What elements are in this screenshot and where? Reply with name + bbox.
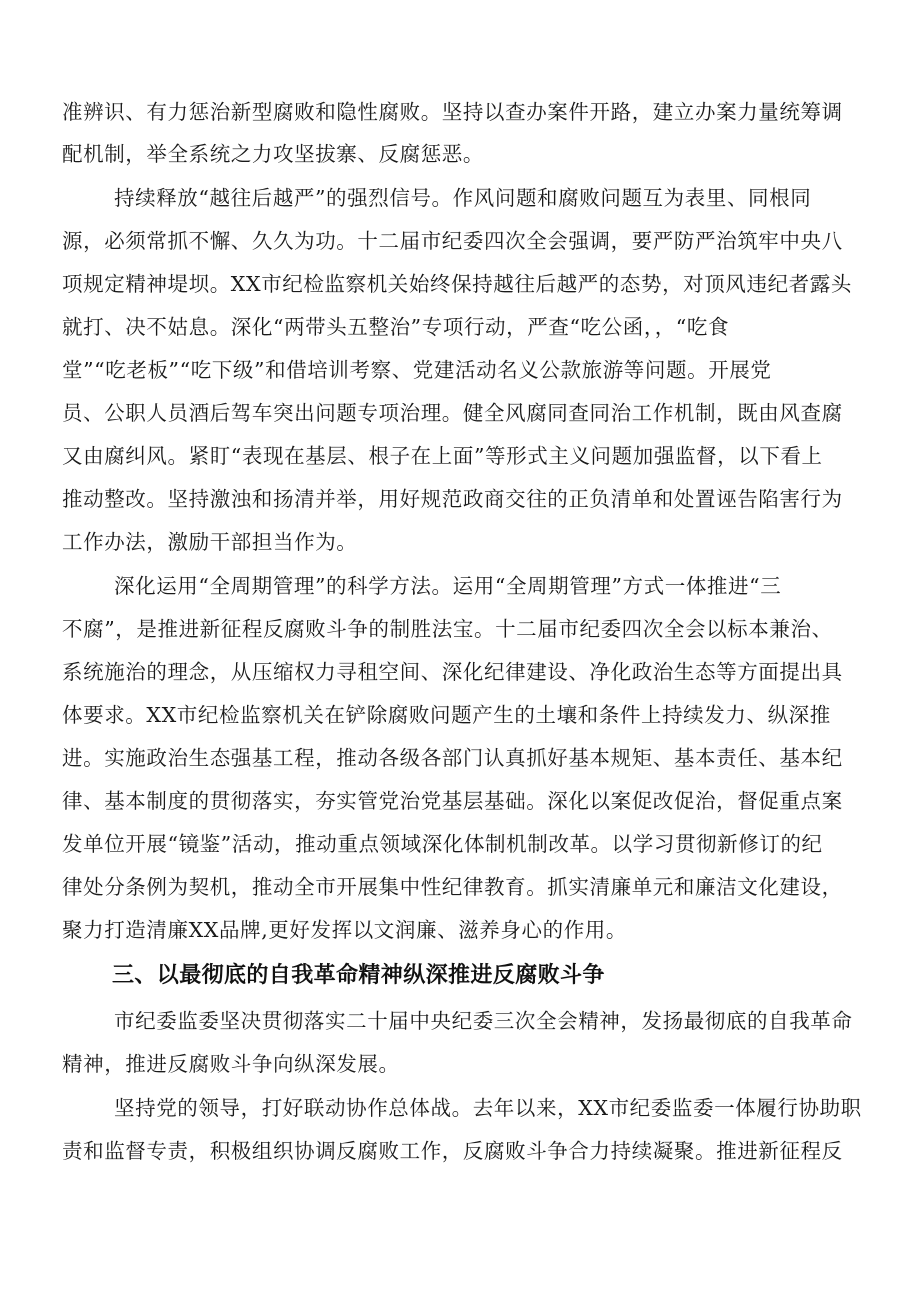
text-line: 系统施治的理念，从压缩权力寻租空间、深化纪律建设、净化政治生态等方面提出具 (62, 660, 843, 684)
text-line: 发单位开展“镜鉴”活动，推动重点领域深化体制机制改革。以学习贯彻新修订的纪 (62, 832, 823, 856)
text-line: 进。实施政治生态强基工程，推动各级各部门认真抓好基本规矩、基本责任、基本纪 (62, 746, 843, 770)
text-line: 又由腐纠风。紧盯“表现在基层、根子在上面”等形式主义问题加强监督，以下看上 (62, 444, 823, 468)
text-line: 准辨识、有力惩治新型腐败和隐性腐败。坚持以查办案件开路，建立办案力量统筹调 (62, 100, 843, 124)
text-line: 市纪委监委坚决贯彻落实二十届中央纪委三次全会精神，发扬最彻底的自我革命 (114, 1009, 853, 1033)
text-line: 体要求。XX市纪检监察机关在铲除腐败问题产生的土壤和条件上持续发力、纵深推 (62, 703, 831, 727)
text-line: 员、公职人员酒后驾车突出问题专项治理。健全风腐同查同治工作机制，既由风查腐 (62, 401, 843, 425)
section-heading: 三、以最彻底的自我革命精神纵深推进反腐败斗争 (112, 963, 605, 988)
text-line: 不腐”，是推进新征程反腐败斗争的制胜法宝。十二届市纪委四次全会以标本兼治、 (62, 617, 833, 641)
text-line: 持续释放“越往后越严”的强烈信号。作风问题和腐败问题互为表里、同根同 (114, 186, 812, 210)
text-line: 精神，推进反腐败斗争向纵深发展。 (62, 1052, 400, 1076)
text-line: 源，必须常抓不懈、久久为功。十二届市纪委四次全会强调，要严防严治筑牢中央八 (62, 229, 843, 253)
text-line: 责和监督专责，积极组织协调反腐败工作，反腐败斗争合力持续凝聚。推进新征程反 (62, 1139, 843, 1163)
text-line: 项规定精神堤坝。XX市纪检监察机关始终保持越往后越严的态势，对顶风违纪者露头 (62, 272, 852, 296)
text-line: 工作办法，激励干部担当作为。 (62, 530, 358, 554)
text-line: 聚力打造清廉XX品牌,更好发挥以文润廉、滋养身心的作用。 (62, 918, 628, 942)
text-line: 推动整改。坚持激浊和扬清并举，用好规范政商交往的正负清单和处置诬告陷害行为 (62, 487, 843, 511)
text-line: 律、基本制度的贯彻落实，夯实管党治党基层基础。深化以案促改促治，督促重点案 (62, 789, 843, 813)
text-line: 配机制，举全系统之力攻坚拔寨、反腐惩恶。 (62, 142, 484, 166)
text-line: 就打、决不姑息。深化“两带头五整治”专项行动，严查“吃公函，，“吃食 (62, 315, 730, 339)
text-line: 坚持党的领导，打好联动协作总体战。去年以来，XX市纪委监委一体履行协助职 (114, 1096, 862, 1120)
text-line: 律处分条例为契机，推动全市开展集中性纪律教育。抓实清廉单元和廉洁文化建设， (62, 875, 843, 899)
text-line: 深化运用“全周期管理”的科学方法。运用“全周期管理”方式一体推进“三 (114, 574, 782, 598)
text-line: 堂”“吃老板”“吃下级”和借培训考察、党建活动名义公款旅游等问题。开展党 (62, 358, 772, 382)
